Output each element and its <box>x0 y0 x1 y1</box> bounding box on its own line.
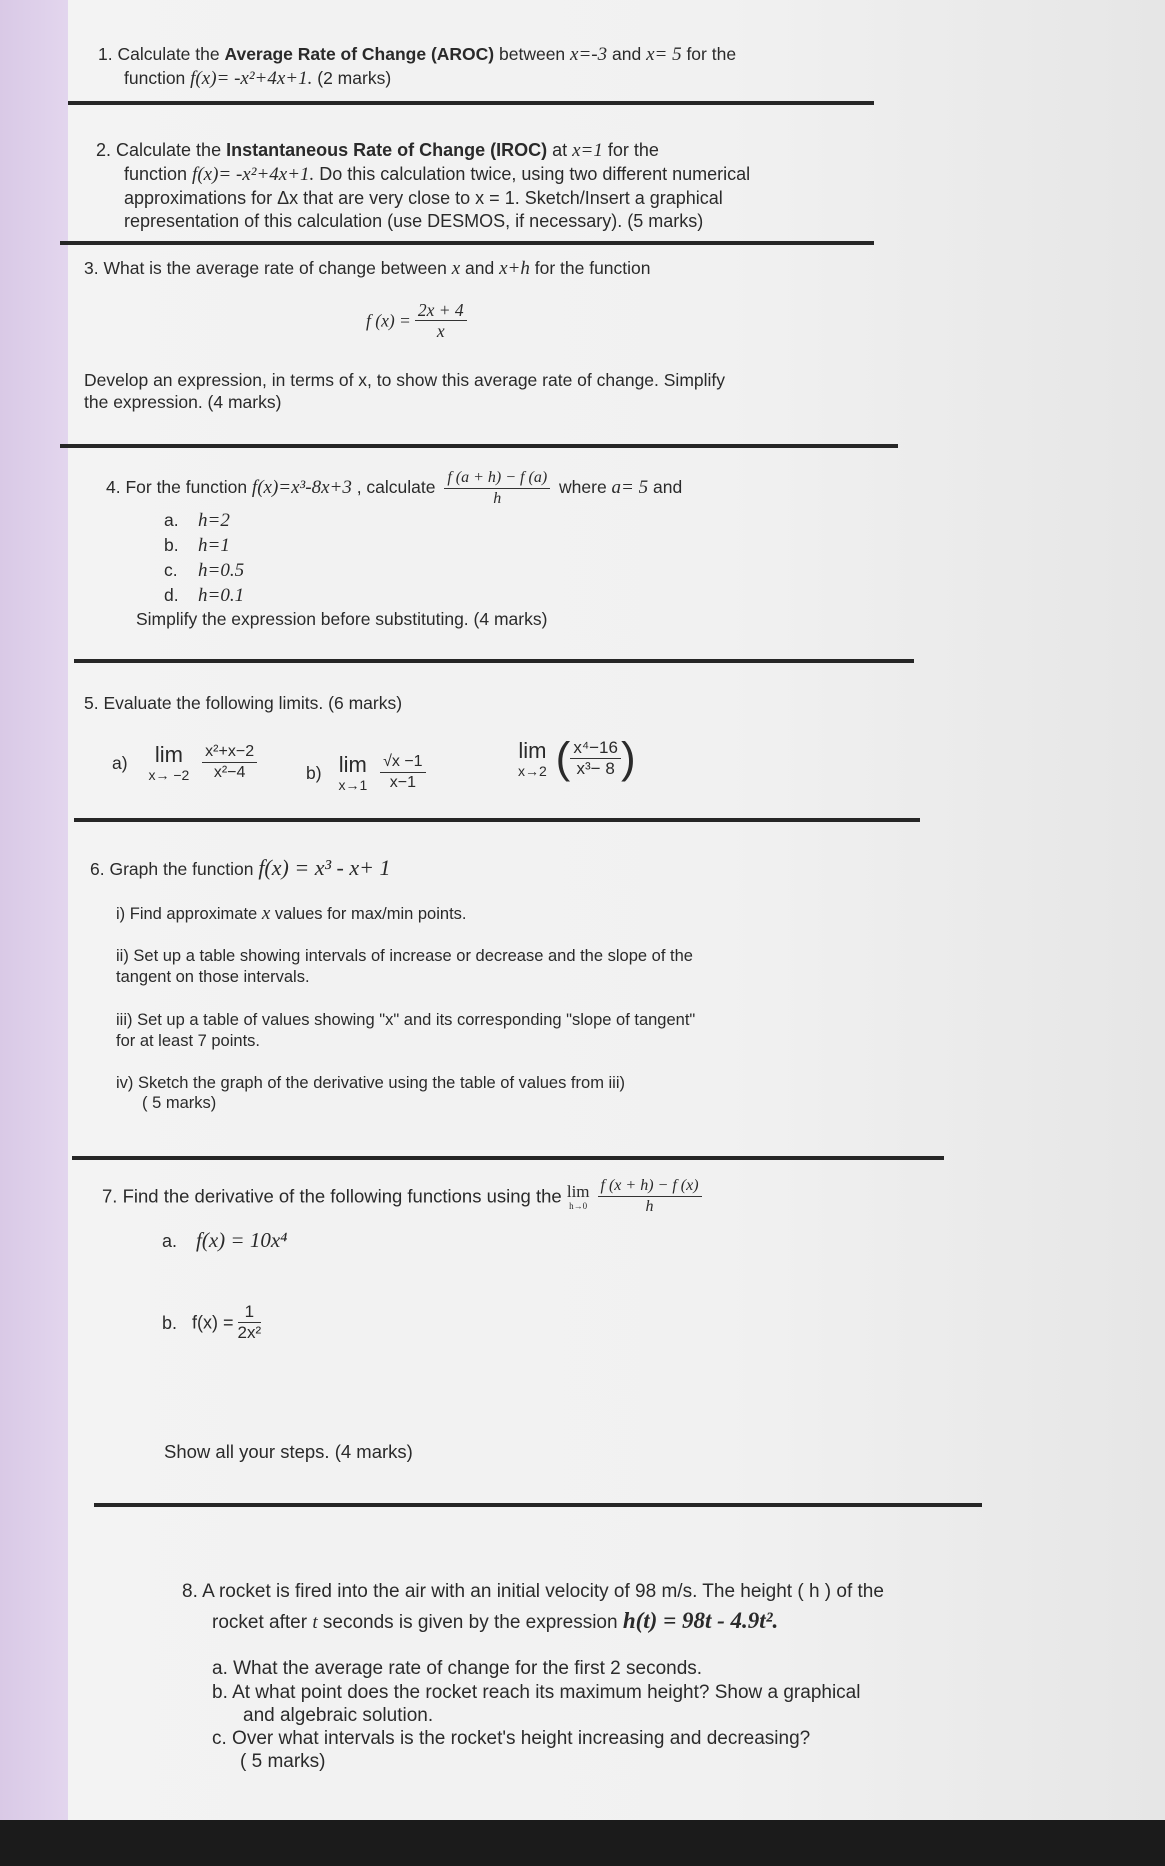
q8-part-c-l2: ( 5 marks) <box>240 1751 326 1772</box>
q1-line1: 1. Calculate the Average Rate of Change (AROC) between x=-3 and x= 5 for the <box>98 44 737 65</box>
q7-footer: Show all your steps. (4 marks) <box>164 1441 413 1462</box>
q6-part-iv-l2: ( 5 marks) <box>142 1094 217 1112</box>
q4-footer: Simplify the expression before substituting. (4 marks) <box>136 609 548 629</box>
q3-line1: 3. What is the average rate of change between x and x+h for the function <box>84 258 651 279</box>
q6-part-ii-l1: ii) Set up a table showing intervals of increase or decrease and the slope of the <box>116 947 693 965</box>
q6-part-iv-l1: iv) Sketch the graph of the derivative using the table of values from iii) <box>116 1074 626 1092</box>
q4-item-d: d. h=0.1 <box>164 585 245 606</box>
q7-part-b: b. f(x) = $\frac{1}{\text{2x²}}$ <box>162 1302 262 1342</box>
q6-part-iii-l2: for at least 7 points. <box>116 1032 260 1050</box>
divider <box>74 818 920 822</box>
q5-part-c: lim x→2 ( $\frac{\text{x⁴−16}}{\text{x³− 8}}$ ) <box>518 733 636 783</box>
q4-item-b: b. h=1 <box>164 535 230 556</box>
q5-part-b: b) lim x→1 $\frac{√x -1}{x-1}$ <box>306 752 430 793</box>
divider <box>60 241 874 245</box>
q8-part-b-l2: and algebraic solution. <box>243 1705 434 1726</box>
q2-line1: 2. Calculate the Instantaneous Rate of Change (IROC) at x=1 for the <box>96 140 659 161</box>
q5-title: 5. Evaluate the following limits. (6 marks) <box>84 693 403 713</box>
q2-line4: representation of this calculation (use DESMOS, if necessary). (5 marks) <box>124 211 704 231</box>
divider <box>68 101 874 105</box>
q8-part-b-l1: b. At what point does the rocket reach its maximum height? Show a graphical <box>212 1682 861 1703</box>
q2-line2: function f(x)= -x²+4x+1. Do this calculation twice, using two different numerical <box>124 164 751 185</box>
q3-line3: the expression. (4 marks) <box>84 392 282 412</box>
q7-title: 7. Find the derivative of the following functions using the lim h→0 $\frac{f (x + h) - f (x)}{h}$ <box>102 1176 706 1217</box>
divider <box>60 444 898 448</box>
q5-part-a: a) lim x→ −2 $\frac{\text{x²+x−2}}{\text{x²−4}}$ <box>112 742 261 783</box>
q8-line1: 8. A rocket is fired into the air with an initial velocity of 98 m/s. The height ( h ) of the <box>182 1581 884 1602</box>
q2-line3: approximations for Δx that are very close to x = 1. Sketch/Insert a graphical <box>124 188 723 208</box>
q4-item-a: a. h=2 <box>164 510 230 531</box>
divider <box>94 1503 982 1507</box>
q3-line2: Develop an expression, in terms of x, to show this average rate of change. Simplify <box>84 370 726 390</box>
q6-title: 6. Graph the function f(x) = x³ - x+ 1 <box>90 855 391 880</box>
q8-line2: rocket after t seconds is given by the expression h(t) = 98t - 4.9t². <box>212 1608 779 1633</box>
q4-line1: 4. For the function f(x)=x³-8x+3 , calculate $\frac{f (a + h) - f (a)}{h}$ where a= 5 and <box>106 469 683 507</box>
q8-part-c-l1: c. Over what intervals is the rocket's height increasing and decreasing? <box>212 1728 811 1749</box>
q4-item-c: c. h=0.5 <box>164 560 245 581</box>
q7-part-a: a. f(x) = 10x⁴ <box>162 1228 288 1252</box>
q1-line2: function f(x)= -x²+4x+1. (2 marks) <box>124 68 392 89</box>
q6-part-iii-l1: iii) Set up a table of values showing "x" and its corresponding "slope of tangent" <box>116 1011 696 1029</box>
q6-part-i: i) Find approximate x values for max/min points. <box>116 903 467 924</box>
divider <box>72 1156 944 1160</box>
q6-part-ii-l2: tangent on those intervals. <box>116 968 310 986</box>
q8-part-a: a. What the average rate of change for the first 2 seconds. <box>212 1658 703 1679</box>
monitor-bezel <box>0 1820 1165 1866</box>
q3-function: f (x) = $\frac{2x + 4}{x}$ <box>366 300 471 341</box>
divider <box>74 659 914 663</box>
